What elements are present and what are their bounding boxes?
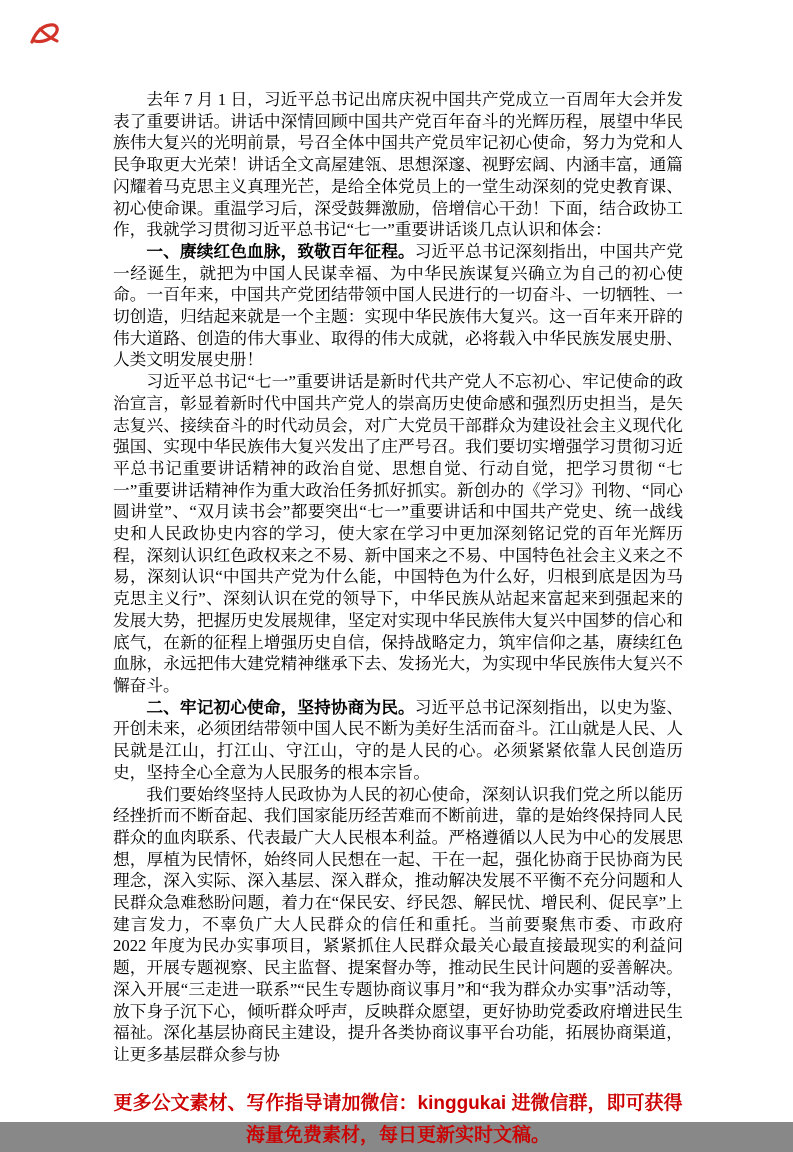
section-2-heading: 二、牢记初心使命，坚持协商为民。 — [146, 697, 415, 717]
paragraph-section-2-cont — [113, 784, 683, 1066]
section-1-heading: 一、赓续红色血脉，致敬百年征程。 — [146, 241, 415, 261]
paragraph-intro-text: 去年 7 月 1 日，习近平总书记出席庆祝中国共产党成立一百周年大会并发表了重要讲话。讲话中深情回顾中国共产党百年奋斗的光辉历程，展望中华民族伟大复兴的光明前景，号召全体中国共产党员牢记初心使命，努力为党和人民争取更大光荣！讲话全文高屋建瓴、思想深邃、视野宏阔、内涵丰富，通篇闪耀着马克思主义真理光芒，是给全体党员上的一堂生动深刻的党史教育课、初心使命课。重温学习后，深受鼓舞激励，倍增信心干劲！下面，结合政协工作，我就学习贯彻习近平总书记“七一”重要讲话谈几点认识和体会： — [113, 90, 683, 240]
promo-footer-line2: 海量免费素材，每日更新实时文稿。 — [245, 1124, 550, 1146]
section-1-text: 习近平总书记深刻指出，中国共产党一经诞生，就把为中国人民谋幸福、为中华民族谋复兴确立为自己的初心使命。一百年来，中国共产党团结带领中国人民进行的一切奋斗、一切牺牲、一切创造，归结起来就是一个主题：实现中华民族伟大复兴。这一百年来开辟的伟大道路、创造的伟大事业、取得的伟大成就，必将载入中华民族发展史册、人类文明发展史册！ — [113, 241, 684, 370]
section-2-text: 习近平总书记深刻指出，以史为鉴、开创未来，必须团结带领中国人民不断为美好生活而奋斗。江山就是人民、人民就是江山，打江山、守江山，守的是人民的心。必须紧紧依靠人民创造历史，坚持全心全意为人民服务的根本宗旨。 — [113, 697, 684, 782]
paragraph-section-2 — [113, 697, 683, 784]
promo-footer-line1: 更多公文素材、写作指导请加微信：kinggukai 进微信群，即可获得 — [113, 1092, 683, 1114]
red-ink-mark — [26, 20, 64, 50]
paragraph-section-1-cont — [113, 371, 683, 697]
paragraph-intro — [113, 89, 683, 241]
section-2-cont-text: 我们要始终坚持人民政协为人民的初心使命，深刻认识我们党之所以能历经挫折而不断奋起、我们国家能历经苦难而不断前进，靠的是始终保持同人民群众的血肉联系、代表最广大人民根本利益。严格遵循以人民为中心的发展思想，厚植为民情怀，始终同人民想在一起、干在一起，强化协商于民协商为民理念，深入实际、深入基层、深入群众，推动解决发展不平衡不充分问题和人民群众急难愁盼问题，着力在“保民安、纾民怨、解民忧、增民利、促民享”上建言发力，不辜负广大人民群众的信任和重托。当前要聚焦市委、市政府 2022 年度为民办实事项目，紧紧抓住人民群众最关心最直接最现实的利益问题，开展专题视察、民主监督、提案督办等，推动民生民计问题的妥善解决。深入开展“三走进一联系”“民生专题协商议事月”和“我为群众办实事”活动等，放下身子沉下心，倾听群众呼声，反映群众愿望，更好协助党委政府增进民生福祉。深化基层协商民主建设，提升各类协商议事平台功能，拓展协商渠道，让更多基层群众参与协 — [113, 784, 683, 1064]
document-body — [113, 89, 683, 1152]
section-1-cont-text: 习近平总书记“七一”重要讲话是新时代共产党人不忘初心、牢记使命的政治宣言，彰显着新时代中国共产党人的崇高历史使命感和强烈历史担当，是矢志复兴、接续奋斗的时代动员会，对广大党员干部群众为建设社会主义现代化强国、实现中华民族伟大复兴发出了庄严号召。我们要切实增强学习贯彻习近平总书记重要讲话精神的政治自觉、思想自觉、行动自觉，把学习贯彻 “七一”重要讲话精神作为重大政治任务抓好抓实。新创办的《学习》刊物、“同心圆讲堂”、“双月读书会”都要突出“七一”重要讲话和中国共产党史、统一战线史和人民政协史内容的学习，使大家在学习中更加深刻铭记党的百年光辉历程，深刻认识红色政权来之不易、新中国来之不易、中国特色社会主义来之不易，深刻认识“中国共产党为什么能，中国特色为什么好，归根到底是因为马克思主义行”、深刻认识在党的领导下，中华民族从站起来富起来到强起来的发展大势，把握历史发展规律，坚定对实现中华民族伟大复兴中国梦的信心和底气，在新的征程上增强历史自信，保持战略定力，筑牢信仰之基，赓续红色血脉，永远把伟大建党精神继承下去、发扬光大，为实现中华民族伟大复兴不懈奋斗。 — [113, 372, 683, 695]
paragraph-section-1 — [113, 241, 683, 371]
promo-footer — [113, 1088, 683, 1152]
